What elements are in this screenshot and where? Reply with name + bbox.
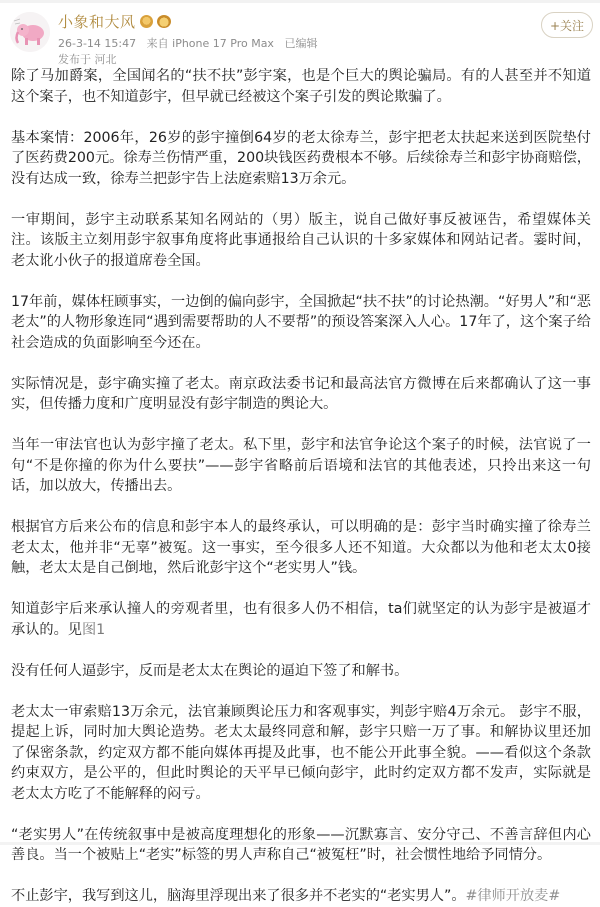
paragraph: 根据官方后来公布的信息和彭宇本人的最终承认，可以明确的是：彭宇当时确实撞了徐寿兰老太太，他并非“无辜”被冤。这一事实，至今很多人还不知道。大众都以为他和老太太0接触，老太太是自己倒地，然后讹彭宇这个“老实男人”钱。 [11,519,591,576]
paragraph-text: 不止彭宇，我写到这儿，脑海里浮现出来了很多并不老实的“老实男人”。 [11,888,466,904]
post-body [11,66,591,907]
edited-label[interactable]: 已编辑 [284,37,318,50]
elephant-avatar-icon [10,12,50,52]
post-location: 发布于 河北 [58,53,117,66]
paragraph-text: 知道彭宇后来承认撞人的旁观者里，也有很多人仍不相信，ta们就坚定的认为彭宇是被逼才承认的。见 [11,601,591,638]
paragraph: 基本案情：2006年，26岁的彭宇撞倒64岁的老太徐寿兰，彭宇把老太扶起来送到医院垫付了医药费200元。徐寿兰伤情严重，200块钱医药费根本不够。后续徐寿兰和彭宇协商赔偿，没有达成一致，徐寿兰把彭宇告上法庭索赔13万余元。 [11,129,591,187]
post-source: 来自 iPhone 17 Pro Max [146,37,274,50]
paragraph: 一审期间，彭宇主动联系某知名网站的（男）版主，说自己做好事反被诬告，希望媒体关注。该版主立刻用彭宇叙事角度将此事通报给自己认识的十多家媒体和网站记者。霎时间，老太讹小伙子的报道席卷全国。 [11,211,591,269]
paragraph: 17年前，媒体枉顾事实，一边倒的偏向彭宇，全国掀起“扶不扶”的讨论热潮。“好男人”和“恶老太”的人物形象连同“遇到需要帮助的人不要帮”的预设答案深入人心。17年了，这个案子给社会造成的负面影响至今还在。 [11,293,591,351]
paragraph-with-image-link [11,599,591,640]
paragraph-with-hashtag [11,886,591,907]
username-text[interactable]: 小象和大风 [58,13,136,31]
follow-button[interactable]: +关注 [541,12,593,38]
paragraph: 当年一审法官也认为彭宇撞了老太。私下里，彭宇和法官争论这个案子的时候，法官说了一句“不是你撞的你为什么要扶”——彭宇省略前后语境和法官的其他表述，只拎出来这一句话，加以放大，传播出去。 [11,437,591,494]
hashtag-link[interactable]: #律师开放麦# [465,888,561,904]
face-badge-icon [157,15,171,28]
crown-badge-icon [140,15,153,28]
avatar[interactable] [10,12,50,52]
post-meta [58,35,324,51]
paragraph: 实际情况是，彭宇确实撞了老太。南京政法委书记和最高法官方微博在后来都确认了这一事实，但传播力度和广度明显没有彭宇制造的舆论大。 [11,375,591,412]
post-header [0,0,600,68]
paragraph: 老太太一审索赔13万余元，法官兼顾舆论压力和客观事实，判彭宇赔4万余元。 彭宇不服，提起上诉，同时加大舆论造势。老太太最终同意和解，彭宇只赔一万了事。和解协议里还加了保密条款，约定双方都不能向媒体再提及此事，也不能公开此事全貌。——看似这个条款约束双方，是公平的，但此时舆论的天平早已倾向彭宇，此时约定双方都不发声，实际就是老太太方吃了不能解释的闷亏。 [11,703,591,802]
username[interactable] [58,11,171,32]
post-timestamp: 26-3-14 15:47 [58,37,137,50]
figure-1-link[interactable]: 图1 [81,621,106,638]
paragraph: 除了马加爵案，全国闻名的“扶不扶”彭宇案，也是个巨大的舆论骗局。有的人甚至并不知道这个案子，也不知道彭宇，但早就已经被这个案子引发的舆论欺骗了。 [11,68,591,105]
paragraph: 没有任何人逼彭宇，反而是老太太在舆论的逼迫下签了和解书。 [11,662,409,679]
paragraph: “老实男人”在传统叙事中是被高度理想化的形象——沉默寡言、安分守己、不善言辞但内心善良。当一个被贴上“老实”标签的男人声称自己“被冤枉”时，社会惯性地给予同情分。 [11,826,591,863]
